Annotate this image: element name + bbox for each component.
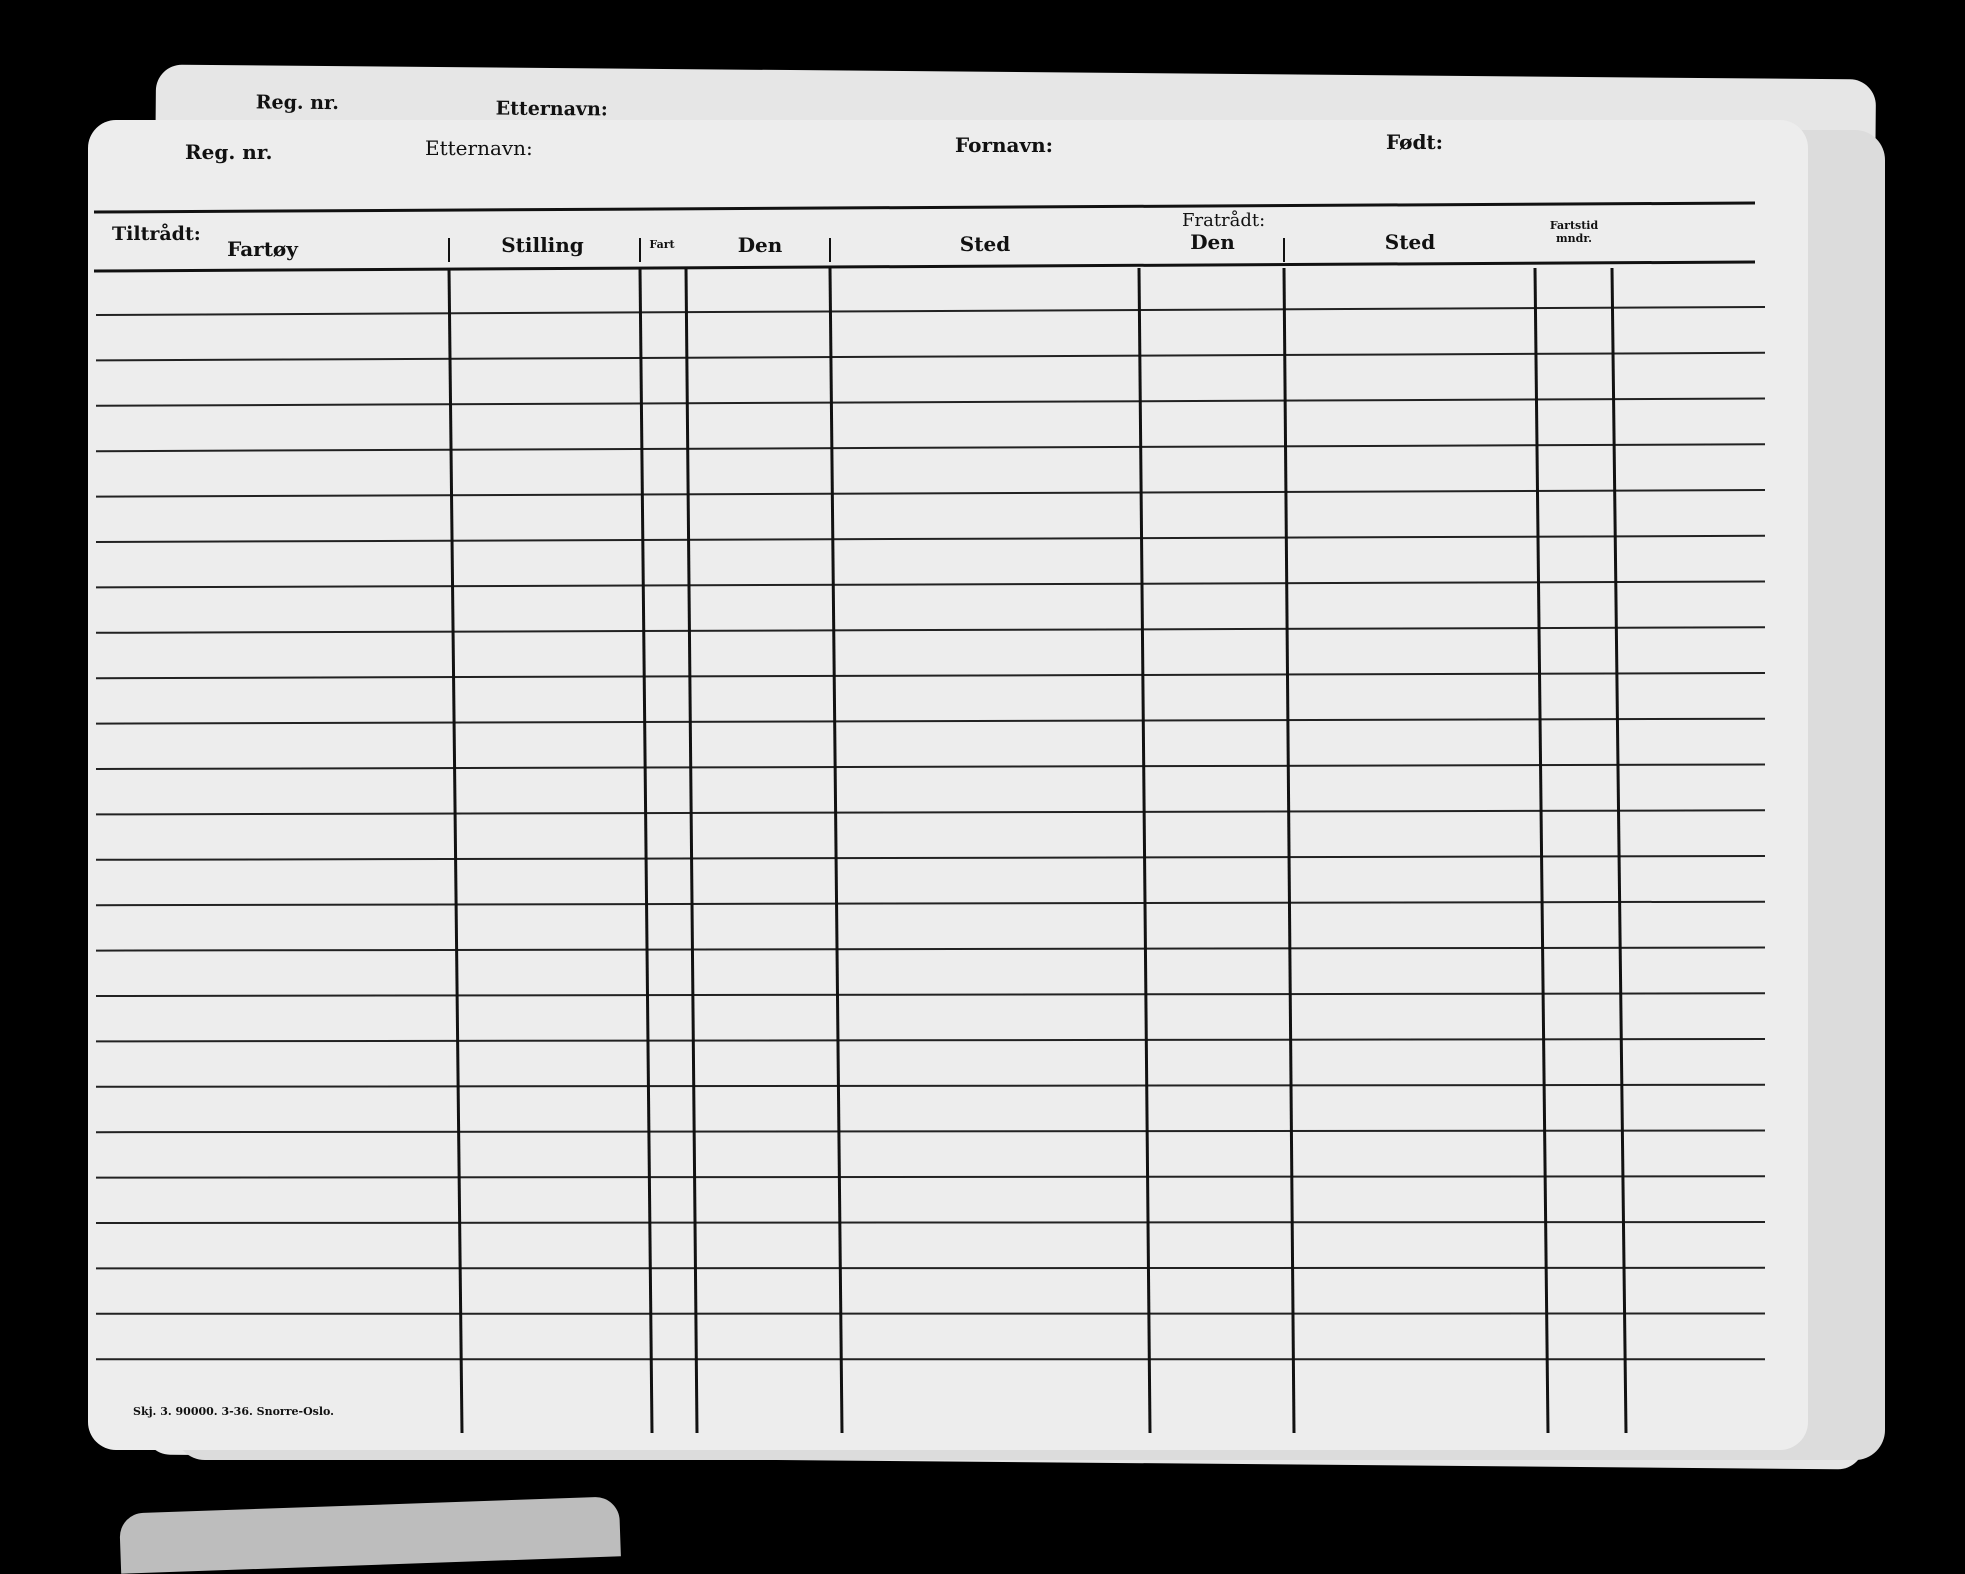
ruled-row-line — [96, 444, 1765, 451]
ruled-row-line — [96, 1085, 1765, 1087]
col-fartstid-header — [1538, 219, 1610, 245]
ruled-row-line — [96, 399, 1765, 406]
col-fart-header: Fart — [642, 238, 682, 251]
column-rule — [1535, 268, 1548, 1433]
ruled-row-line — [96, 856, 1765, 860]
column-rule — [1139, 268, 1150, 1433]
ruled-row-line — [96, 536, 1765, 542]
ruled-row-line — [96, 1176, 1765, 1177]
ruled-row-line — [96, 1222, 1765, 1223]
ruled-row-line — [96, 1268, 1765, 1269]
header-top-rule — [94, 203, 1755, 212]
back-etternavn-label: Etternavn: — [496, 97, 608, 120]
ruled-row-line — [96, 627, 1765, 633]
footer-imprint: Skj. 3. 90000. 3-36. Snorre-Oslo. — [133, 1405, 334, 1418]
column-rule — [449, 268, 462, 1433]
column-rule — [640, 268, 652, 1433]
fartstid-line2: mndr. — [1556, 232, 1592, 245]
column-rule — [1612, 268, 1626, 1433]
column-rule — [1284, 268, 1294, 1433]
fornavn-label: Fornavn: — [955, 133, 1053, 157]
col-stilling-header: Stilling — [480, 233, 605, 257]
reg-nr-label: Reg. nr. — [185, 140, 272, 164]
ruled-row-line — [96, 490, 1765, 497]
fodt-label: Født: — [1386, 130, 1443, 154]
ruled-row-line — [96, 993, 1765, 996]
ruled-row-line — [96, 902, 1765, 906]
ruled-row-line — [96, 582, 1765, 588]
fratradt-label: Fratrådt: — [1182, 210, 1265, 231]
fartstid-line1: Fartstid — [1550, 219, 1598, 232]
col-sted-tiltradt-header: Sted — [935, 232, 1035, 256]
header-bottom-rule — [94, 262, 1755, 271]
ruled-row-line — [96, 307, 1765, 315]
column-rule — [830, 268, 842, 1433]
col-den-fratradt-header: Den — [1170, 230, 1255, 254]
ruled-row-line — [96, 1131, 1765, 1133]
col-sted-fratradt-header: Sted — [1360, 230, 1460, 254]
col-den-tiltradt-header: Den — [720, 233, 800, 257]
tiltradt-label: Tiltrådt: — [112, 223, 201, 245]
ruled-row-line — [96, 673, 1765, 678]
ruled-row-line — [96, 353, 1765, 361]
ruled-row-line — [96, 1039, 1765, 1041]
ruled-row-line — [96, 810, 1765, 814]
etternavn-label: Etternavn: — [425, 136, 533, 160]
ruled-row-line — [96, 765, 1765, 770]
col-fartoy-header: Fartøy — [205, 237, 320, 261]
ruled-row-line — [96, 719, 1765, 724]
ruled-row-line — [96, 948, 1765, 951]
back-reg-nr-label: Reg. nr. — [256, 91, 339, 114]
column-rule — [686, 268, 697, 1433]
